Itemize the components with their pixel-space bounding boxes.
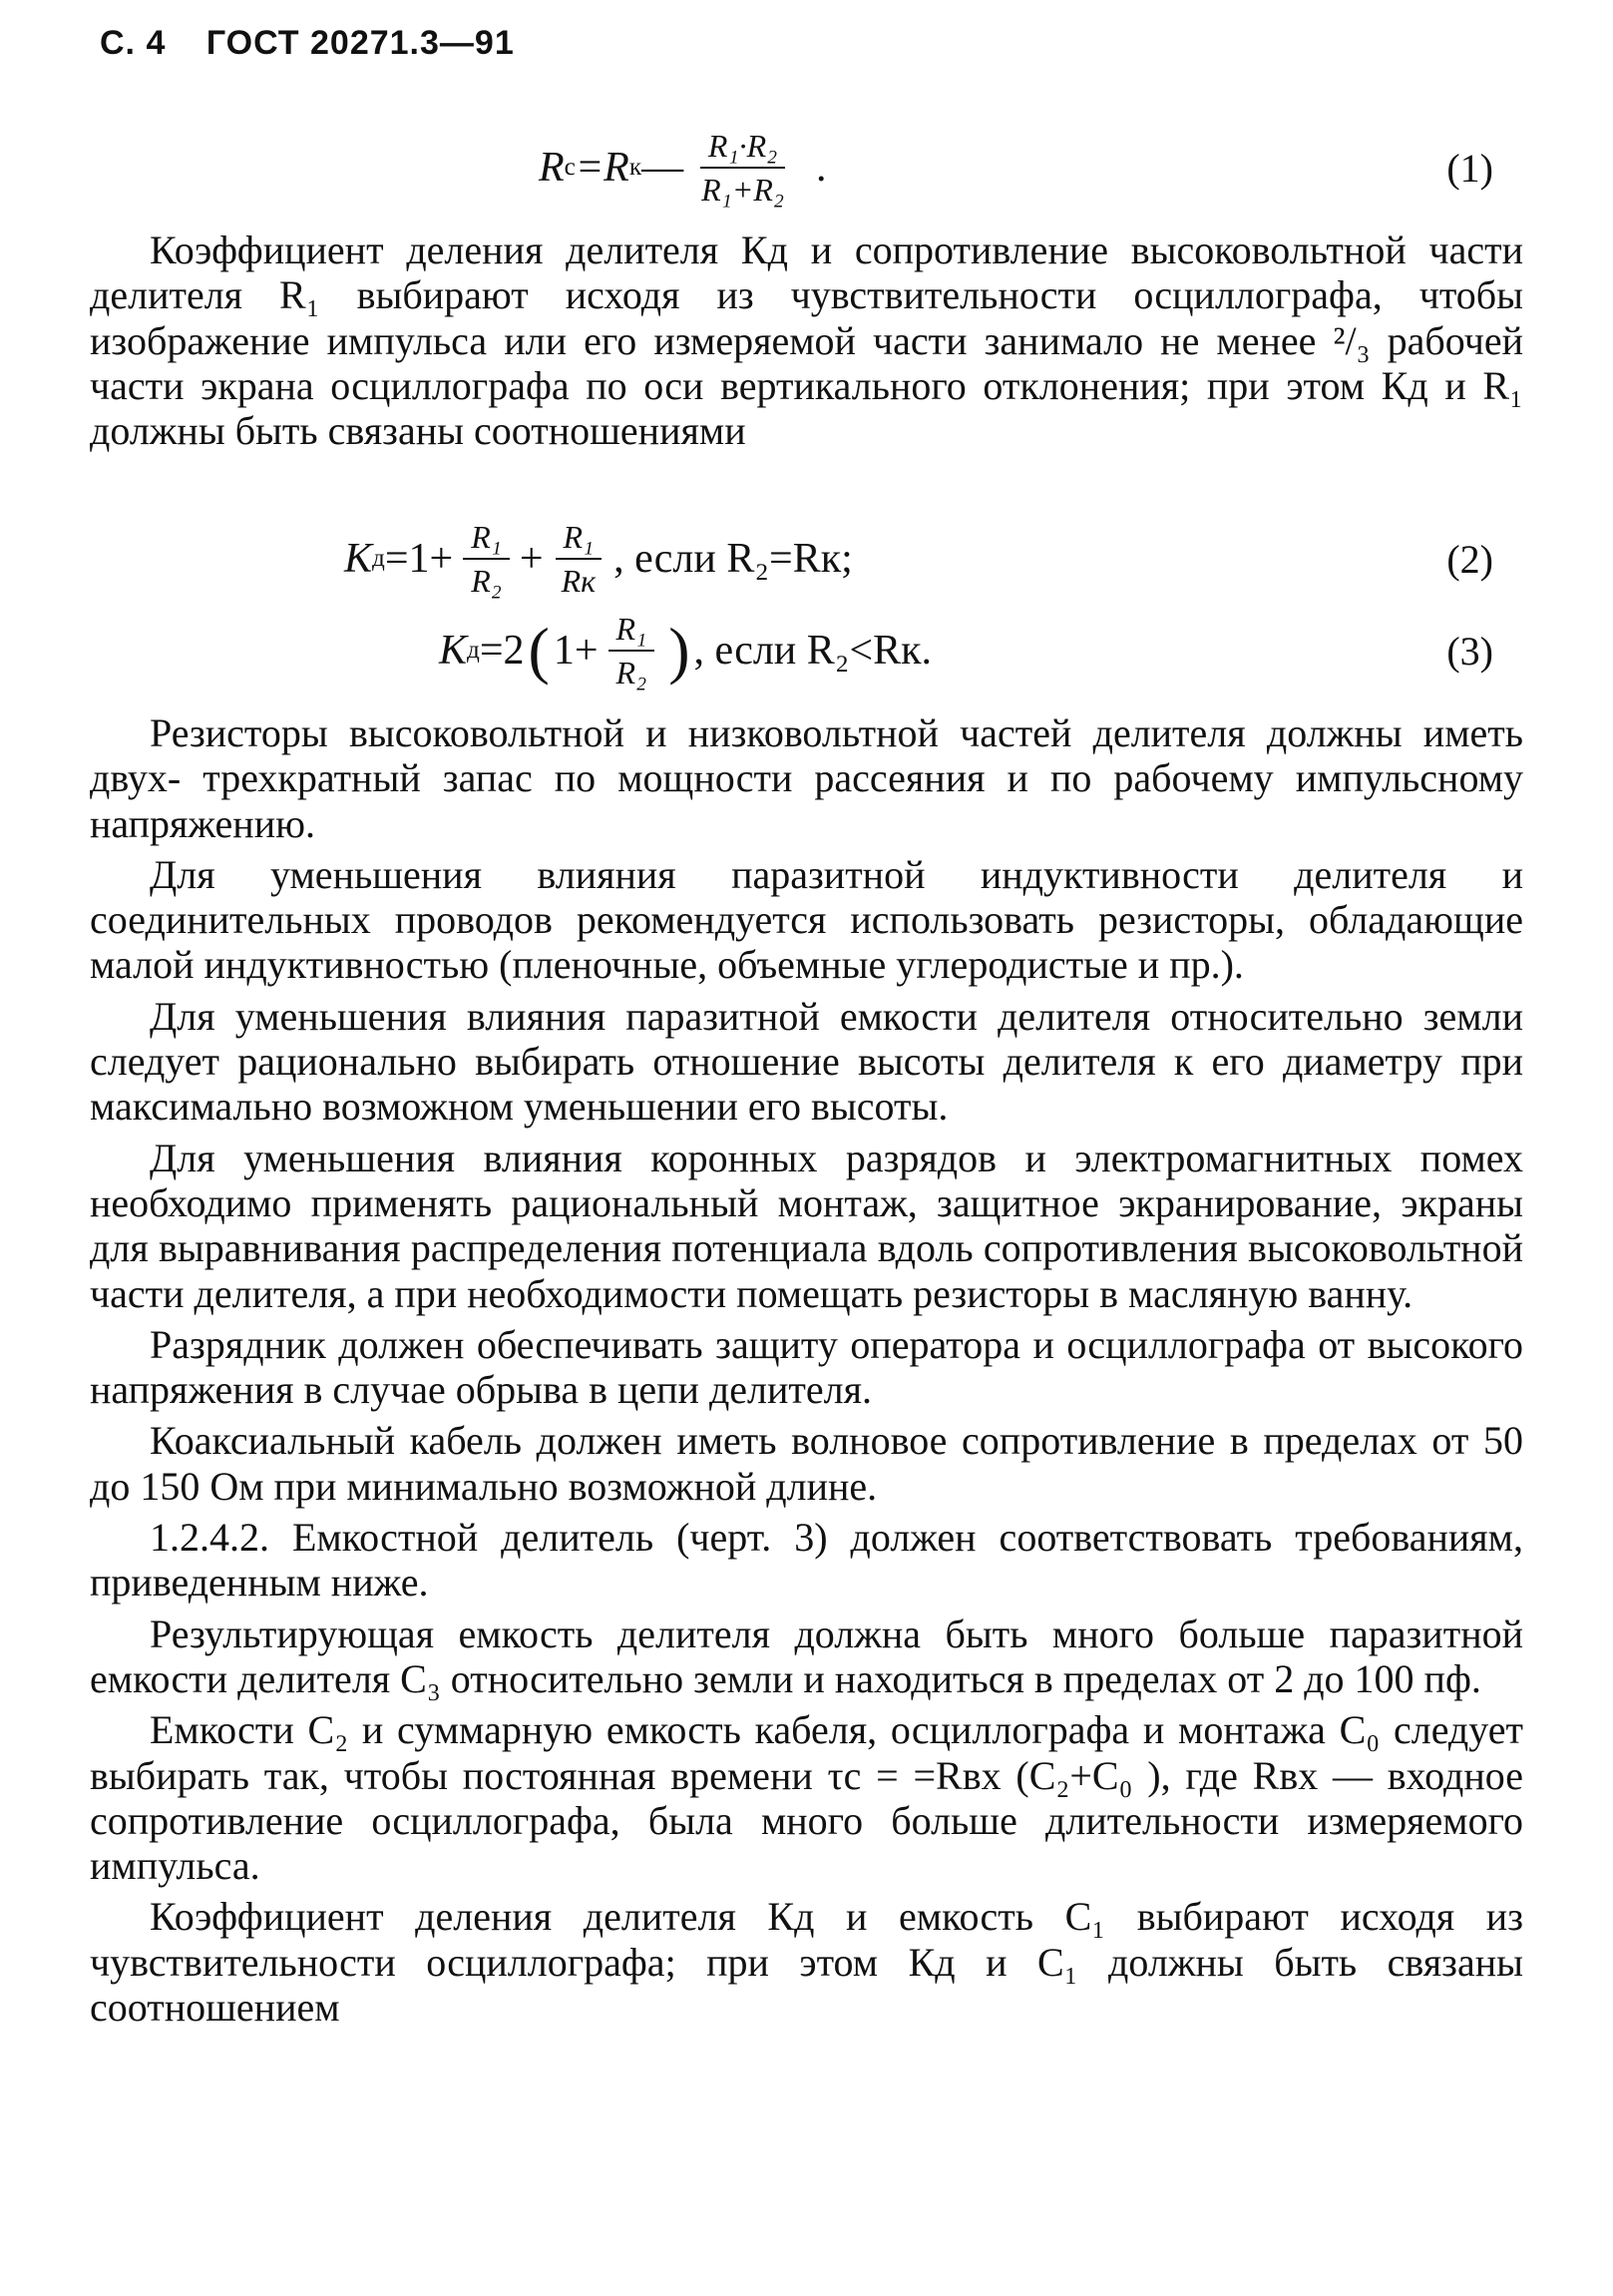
paragraph: 1.2.4.2. Емкостной делитель (черт. 3) должен соответствовать требованиям, приведенным ниже. [90,1515,1523,1606]
paragraph: Емкости С₂ и суммарную емкость кабеля, осциллографа и монтажа С₀ следует выбирать так, чтобы постоянная времени τс = =Rвх (С₂+С₀ ), где Rвх — входное сопротивление осциллографа, была много больше длительности измеряемого импульса. [90,1707,1523,1889]
page-number: С. 4 [100,24,167,62]
formula-1-expression: R c =R к — $\frac{\text{R₁·R₂}}{\text{R₁+R₂}}$ . [539,128,827,208]
paragraph: Коэффициент деления делителя Кд и емкость С₁ выбирают исходя из чувствительности осциллографа; при этом Кд и С₁ должны быть связаны соотношением [90,1894,1523,2031]
formula-1 [0,128,1613,208]
formula-3-fraction: $\frac{\text{R₁}}{\text{R₂}}$ [608,610,655,691]
paragraph: Для уменьшения влияния паразитной индуктивности делителя и соединительных проводов рекомендуется использовать резисторы, обладающие малой индуктивностью (пленочные, объемные углеродистые и пр.). [90,851,1523,988]
body-text-block-2 [90,710,1523,2030]
paragraph: Коаксиальный кабель должен иметь волновое сопротивление в пределах от 50 до 150 Ом при минимально возможной длине. [90,1418,1523,1509]
paragraph: Результирующая емкость делителя должна быть много больше паразитной емкости делителя С₃ относительно земли и находиться в пределах от 2 до 100 пф. [90,1610,1523,1701]
body-text-block-1 [90,228,1523,453]
formula-2 [0,519,1613,599]
paragraph: Резисторы высоковольтной и низковольтной частей делителя должны иметь двух- трехкратный запас по мощности рассеяния и по рабочему импульсному напряжению. [90,710,1523,846]
paragraph: Для уменьшения влияния коронных разрядов и электромагнитных помех необходимо применять рациональный монтаж, защитное экранирование, экраны для выравнивания распределения потенциала вдоль сопротивления высоковольтной части делителя, а при необходимости помещать резисторы в масляную ванну. [90,1135,1523,1316]
standard-code: ГОСТ 20271.3—91 [205,24,515,62]
formula-2-number: (2) [1446,536,1493,582]
page-header [100,24,515,63]
formula-1-number: (1) [1446,145,1493,191]
paragraph: Для уменьшения влияния паразитной емкости делителя относительно земли следует рационально выбирать отношение высоты делителя к его диаметру при максимально возможном уменьшении его высоты. [90,993,1523,1130]
paragraph: Коэффициент деления делителя Кд и сопротивление высоковольтной части делителя R₁ выбирают исходя из чувствительности осциллографа, чтобы изображение импульса или его измеряемой части занимало не менее ²/₃ рабочей части экрана осциллографа по оси вертикального отклонения; при этом Кд и R₁ должны быть связаны соотношениями [90,228,1523,454]
formula-2-fraction-2: $\frac{\text{R₁}}{Rк}$ [554,518,605,600]
paragraph: Разрядник должен обеспечивать защиту оператора и осциллографа от высокого напряжения в случае обрыва в цепи делителя. [90,1321,1523,1413]
formula-3 [0,611,1613,690]
formula-2-expression: K д =1+ $\frac{\text{R₁}}{\text{R₂}}$ + $\frac{\text{R₁}}{Rк}$ , если R₂=Rк; [344,519,853,599]
formula-3-expression: K д =2 ( 1+ $\frac{\text{R₁}}{\text{R₂}}$ ) , если R₂<Rк. [439,611,933,690]
formula-2-fraction-1: $\frac{\text{R₁}}{\text{R₂}}$ [463,518,510,600]
formula-1-fraction: $\frac{\text{R₁·R₂}}{\text{R₁+R₂}}$ [701,128,785,208]
formula-3-number: (3) [1446,628,1493,674]
